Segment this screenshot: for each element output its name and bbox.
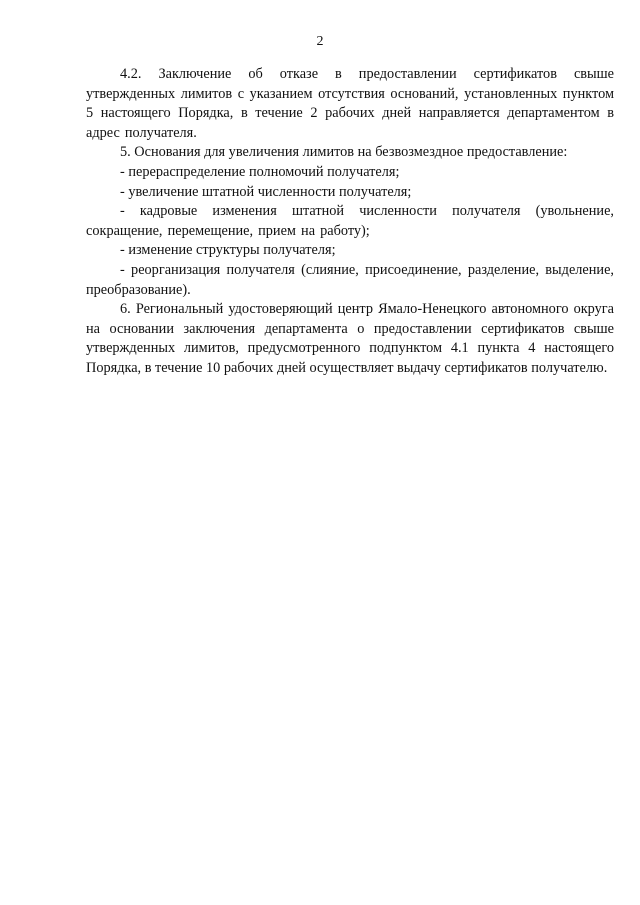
- page-number: 2: [316, 34, 324, 49]
- list-item-reorganization: - реорганизация получателя (слияние, присоединение, разделение, выделение, преобразование).: [86, 261, 614, 298]
- list-item-staff-increase: - увеличение штатной численности получателя;: [120, 183, 412, 200]
- list-item-redistribution-of-powers: - перераспределение полномочий получателя;: [120, 163, 400, 180]
- document-body: [86, 65, 614, 379]
- paragraph-4-2-refusal-conclusion: 4.2. Заключение об отказе в предоставлении сертификатов свыше утвержденных лимитов с указанием отсутствия оснований, установленных пунктом 5 настоящего Порядка, в течение 2 рабочих дней направляется департаментом в адрес получателя.: [86, 66, 614, 141]
- paragraph-5-grounds-heading: 5. Основания для увеличения лимитов на безвозмездное предоставление:: [120, 144, 568, 161]
- list-item-structure-change: - изменение структуры получателя;: [120, 242, 336, 259]
- paragraph-6-certification-center: 6. Региональный удостоверяющий центр Ямало-Ненецкого автономного округа на основании заключения департамента о предоставлении сертификатов свыше утвержденных лимитов, предусмотренного подпунктом 4.1 пункта 4 настоящего Порядка, в течение 10 рабочих дней осуществляет выдачу сертификатов получателю.: [86, 301, 614, 376]
- list-item-personnel-changes: - кадровые изменения штатной численности получателя (увольнение, сокращение, перемещение, прием на работу);: [86, 203, 614, 239]
